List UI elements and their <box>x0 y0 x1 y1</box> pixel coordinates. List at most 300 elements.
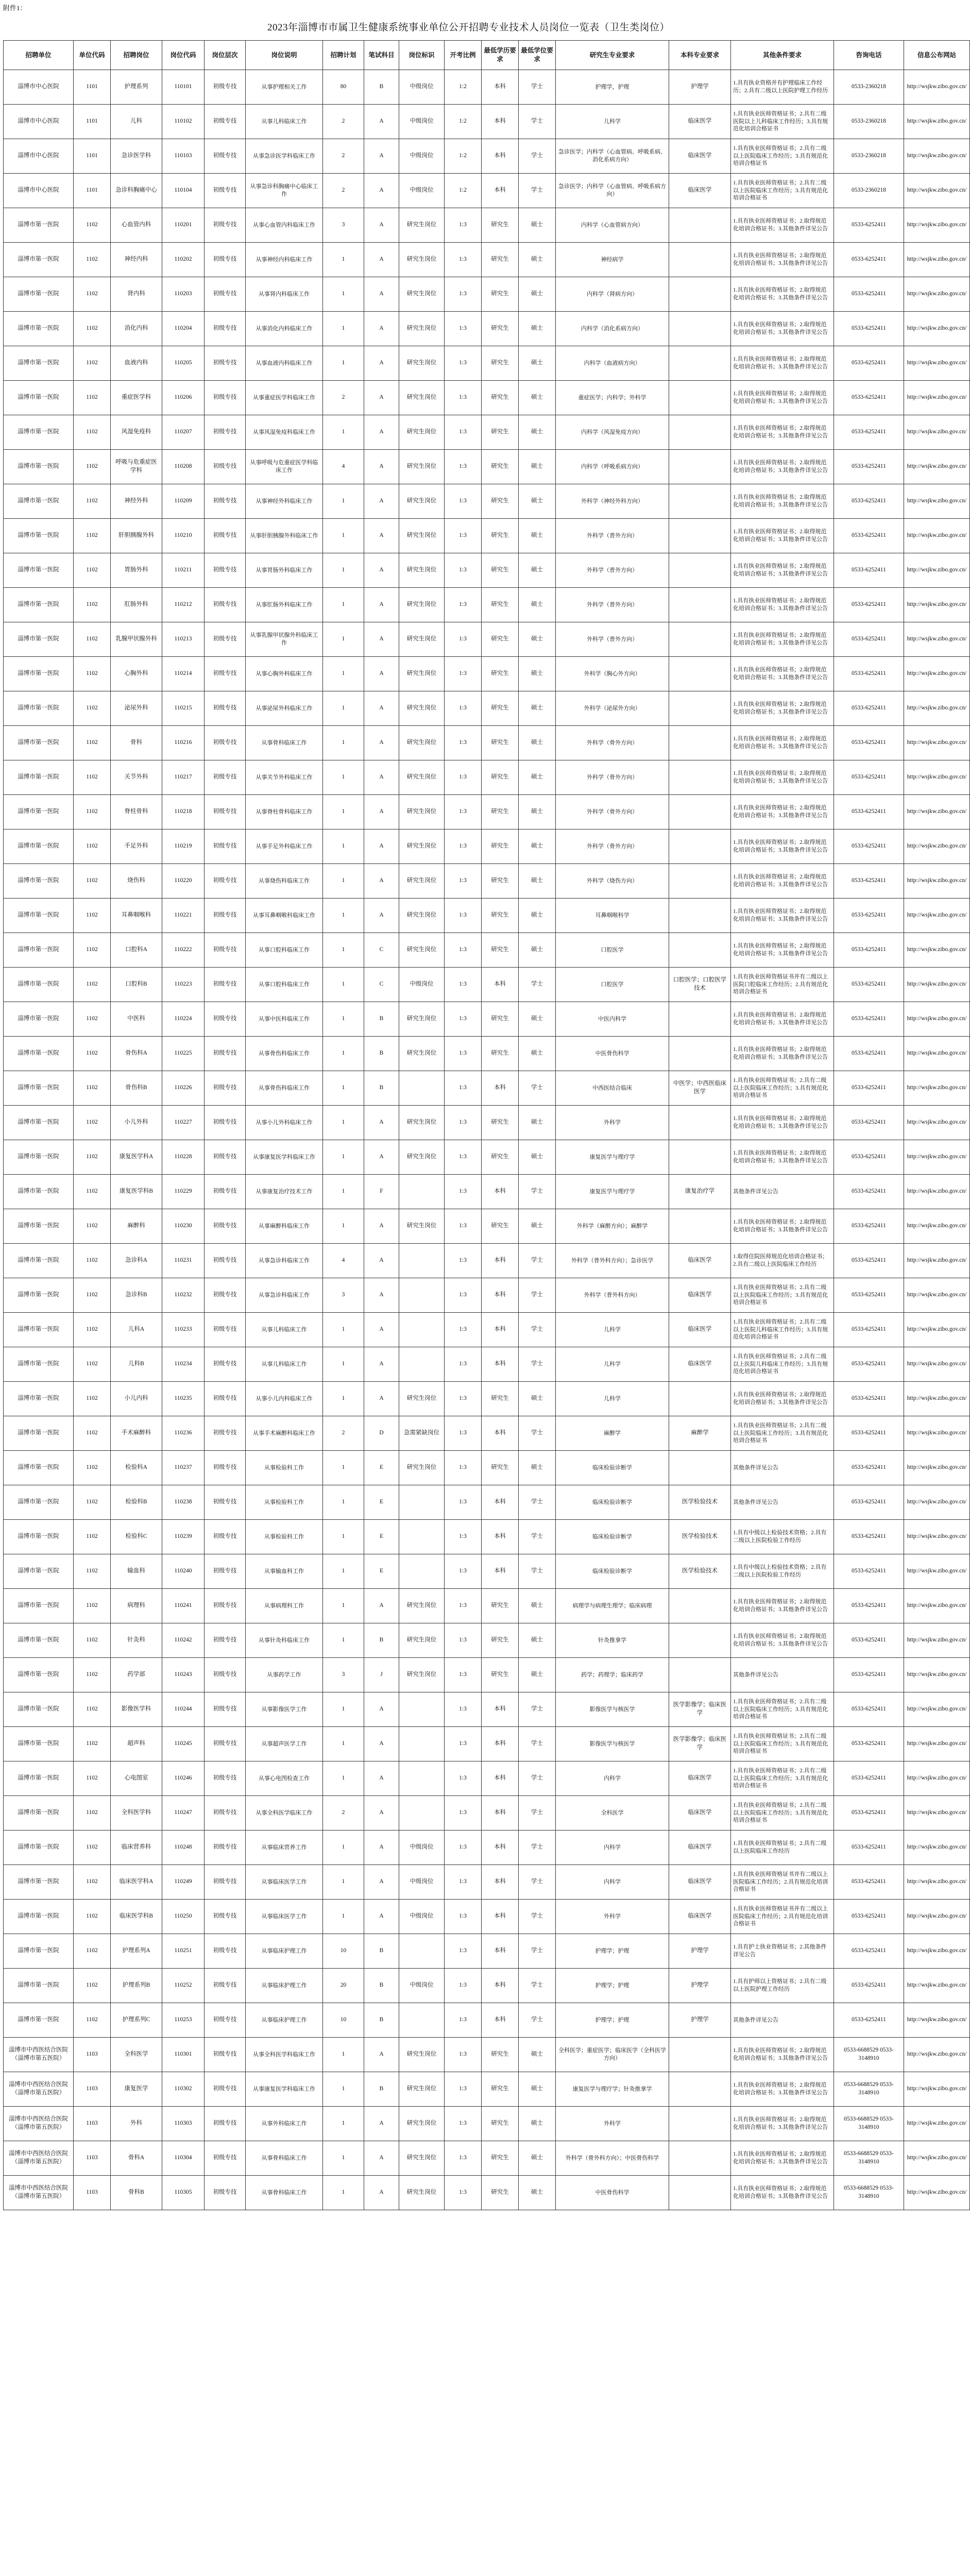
graduate-major-cell: 护理学；护理 <box>556 1934 669 1969</box>
post-description-cell: 从事急诊科临床工作 <box>246 1244 323 1278</box>
post-code-cell: 110302 <box>162 2072 205 2107</box>
other-conditions-cell: 1.具有执业医师资格证书；2.具有二级以上医院临床工作经历 <box>731 1831 834 1865</box>
info-website-cell: http://wsjkw.zibo.gov.cn/ <box>904 70 970 105</box>
unit-code-cell: 1103 <box>74 2038 111 2072</box>
column-header: 本科专业要求 <box>669 41 731 70</box>
degree-requirement-cell: 硕士 <box>519 1589 556 1623</box>
unit-code-cell: 1101 <box>74 174 111 208</box>
unit-code-cell: 1102 <box>74 1209 111 1244</box>
consult-phone-cell: 0533-6252411 <box>834 933 904 968</box>
education-requirement-cell: 本科 <box>482 1520 519 1554</box>
table-row <box>4 277 970 312</box>
undergraduate-major-cell: 护理学 <box>669 1934 731 1969</box>
info-website-cell: http://wsjkw.zibo.gov.cn/ <box>904 1244 970 1278</box>
post-code-cell: 110225 <box>162 1037 205 1071</box>
education-requirement-cell: 本科 <box>482 1761 519 1796</box>
undergraduate-major-cell: 临床医学 <box>669 1313 731 1347</box>
plan-count-cell: 2 <box>323 1416 364 1451</box>
other-conditions-cell: 1.具有执业医师资格证书；2.取得规范化培训合格证书；3.其他条件详见公告 <box>731 622 834 657</box>
exam-ratio-cell: 1:3 <box>445 1900 482 1934</box>
education-requirement-cell: 研究生 <box>482 208 519 243</box>
post-code-cell: 110240 <box>162 1554 205 1589</box>
consult-phone-cell: 0533-6252411 <box>834 1727 904 1761</box>
degree-requirement-cell: 学士 <box>519 1900 556 1934</box>
table-row <box>4 1554 970 1589</box>
plan-count-cell: 1 <box>323 2072 364 2107</box>
unit-code-cell: 1102 <box>74 1831 111 1865</box>
consult-phone-cell: 0533-2360218 <box>834 174 904 208</box>
table-row <box>4 1692 970 1727</box>
consult-phone-cell: 0533-6252411 <box>834 381 904 415</box>
plan-count-cell: 1 <box>323 1175 364 1209</box>
unit-name-cell: 淄博市第一医院 <box>4 1589 74 1623</box>
post-description-cell: 从事儿科临床工作 <box>246 105 323 139</box>
info-website-cell: http://wsjkw.zibo.gov.cn/ <box>904 1451 970 1485</box>
post-level-cell: 初级专技 <box>205 2003 246 2038</box>
unit-code-cell: 1102 <box>74 381 111 415</box>
exam-ratio-cell: 1:3 <box>445 519 482 553</box>
post-description-cell: 从事小儿外科临床工作 <box>246 1106 323 1140</box>
undergraduate-major-cell <box>669 864 731 899</box>
graduate-major-cell: 儿科学 <box>556 105 669 139</box>
exam-subject-cell: A <box>364 1140 399 1175</box>
exam-ratio-cell: 1:3 <box>445 1416 482 1451</box>
exam-subject-cell: A <box>364 1106 399 1140</box>
graduate-major-cell: 儿科学 <box>556 1382 669 1416</box>
graduate-major-cell: 外科学 <box>556 1900 669 1934</box>
plan-count-cell: 1 <box>323 1831 364 1865</box>
other-conditions-cell: 1.具有执业医师资格证书；2.具有二级以上医院临床工作经历；3.具有规范化培训合格证书 <box>731 1278 834 1313</box>
unit-code-cell: 1102 <box>74 484 111 519</box>
other-conditions-cell: 1.具有执业医师资格证书；2.取得规范化培训合格证书；3.其他条件详见公告 <box>731 1209 834 1244</box>
consult-phone-cell: 0533-6252411 <box>834 1623 904 1658</box>
unit-name-cell: 淄博市第一医院 <box>4 1244 74 1278</box>
exam-ratio-cell: 1:3 <box>445 1244 482 1278</box>
post-tag-cell: 研究生岗位 <box>399 726 445 760</box>
post-code-cell: 110213 <box>162 622 205 657</box>
undergraduate-major-cell <box>669 2107 731 2141</box>
graduate-major-cell: 影像医学与核医学 <box>556 1692 669 1727</box>
post-name-cell: 药学部 <box>111 1658 162 1692</box>
post-name-cell: 烧伤科 <box>111 864 162 899</box>
plan-count-cell: 1 <box>323 2038 364 2072</box>
post-description-cell: 从事针灸科临床工作 <box>246 1623 323 1658</box>
unit-code-cell: 1102 <box>74 622 111 657</box>
info-website-cell: http://wsjkw.zibo.gov.cn/ <box>904 139 970 174</box>
undergraduate-major-cell <box>669 899 731 933</box>
post-name-cell: 针灸科 <box>111 1623 162 1658</box>
unit-name-cell: 淄博市第一医院 <box>4 1796 74 1831</box>
plan-count-cell: 1 <box>323 1692 364 1727</box>
post-code-cell: 110227 <box>162 1106 205 1140</box>
unit-name-cell: 淄博市中西医结合医院（淄博市第五医院） <box>4 2072 74 2107</box>
exam-ratio-cell: 1:3 <box>445 1485 482 1520</box>
post-description-cell: 从事临床护理工作 <box>246 1969 323 2003</box>
unit-code-cell: 1102 <box>74 1865 111 1900</box>
table-row <box>4 1589 970 1623</box>
unit-name-cell: 淄博市第一医院 <box>4 864 74 899</box>
degree-requirement-cell: 学士 <box>519 1692 556 1727</box>
post-level-cell: 初级专技 <box>205 1347 246 1382</box>
unit-name-cell: 淄博市第一医院 <box>4 1623 74 1658</box>
post-name-cell: 外科 <box>111 2107 162 2141</box>
education-requirement-cell: 本科 <box>482 1416 519 1451</box>
education-requirement-cell: 本科 <box>482 1244 519 1278</box>
table-body <box>4 70 970 2210</box>
plan-count-cell: 1 <box>323 622 364 657</box>
degree-requirement-cell: 硕士 <box>519 1451 556 1485</box>
undergraduate-major-cell: 医学影像学；临床医学 <box>669 1727 731 1761</box>
table-row <box>4 105 970 139</box>
info-website-cell: http://wsjkw.zibo.gov.cn/ <box>904 1002 970 1037</box>
exam-subject-cell: B <box>364 1037 399 1071</box>
post-tag-cell: 中级岗位 <box>399 1969 445 2003</box>
consult-phone-cell: 0533-2360218 <box>834 139 904 174</box>
undergraduate-major-cell <box>669 657 731 691</box>
education-requirement-cell: 研究生 <box>482 2141 519 2176</box>
post-level-cell: 初级专技 <box>205 691 246 726</box>
exam-subject-cell: A <box>364 243 399 277</box>
education-requirement-cell: 研究生 <box>482 450 519 484</box>
plan-count-cell: 1 <box>323 1623 364 1658</box>
degree-requirement-cell: 学士 <box>519 1865 556 1900</box>
post-tag-cell: 研究生岗位 <box>399 1589 445 1623</box>
other-conditions-cell: 1.具有执业医师资格证书；2.取得规范化培训合格证书；3.其他条件详见公告 <box>731 760 834 795</box>
post-tag-cell: 中级岗位 <box>399 1831 445 1865</box>
plan-count-cell: 1 <box>323 588 364 622</box>
other-conditions-cell: 1.具有执业医师资格证书；2.取得规范化培训合格证书；3.其他条件详见公告 <box>731 2176 834 2210</box>
info-website-cell: http://wsjkw.zibo.gov.cn/ <box>904 1623 970 1658</box>
exam-subject-cell: A <box>364 2141 399 2176</box>
post-code-cell: 110235 <box>162 1382 205 1416</box>
post-description-cell: 从事骨科临床工作 <box>246 2176 323 2210</box>
graduate-major-cell: 外科学 <box>556 1106 669 1140</box>
table-row <box>4 795 970 829</box>
post-code-cell: 110233 <box>162 1313 205 1347</box>
exam-ratio-cell: 1:3 <box>445 1934 482 1969</box>
post-level-cell: 初级专技 <box>205 1382 246 1416</box>
exam-ratio-cell: 1:3 <box>445 243 482 277</box>
graduate-major-cell: 急诊医学；内科学（心血管病、呼吸系病方向） <box>556 174 669 208</box>
degree-requirement-cell: 硕士 <box>519 829 556 864</box>
graduate-major-cell: 全科医学；重症医学；临床医学（全科医学方向） <box>556 2038 669 2072</box>
exam-ratio-cell: 1:3 <box>445 1313 482 1347</box>
consult-phone-cell: 0533-6252411 <box>834 1520 904 1554</box>
unit-code-cell: 1102 <box>74 1244 111 1278</box>
consult-phone-cell: 0533-6688529 0533-3148910 <box>834 2038 904 2072</box>
post-tag-cell: 中级岗位 <box>399 139 445 174</box>
undergraduate-major-cell: 护理学 <box>669 2003 731 2038</box>
graduate-major-cell: 外科学（普外方向） <box>556 588 669 622</box>
info-website-cell: http://wsjkw.zibo.gov.cn/ <box>904 2176 970 2210</box>
table-row <box>4 1382 970 1416</box>
exam-ratio-cell: 1:3 <box>445 553 482 588</box>
exam-subject-cell: B <box>364 1969 399 2003</box>
exam-ratio-cell: 1:3 <box>445 899 482 933</box>
consult-phone-cell: 0533-6688529 0533-3148910 <box>834 2072 904 2107</box>
other-conditions-cell: 1.具有执业医师资格证书；2.具有二级以上医院临床工作经历；3.具有规范化培训合格证书 <box>731 1416 834 1451</box>
other-conditions-cell: 1.具有执业医师资格证书并有二级以上医院临床工作经历；2.具有规范化培训合格证书 <box>731 1900 834 1934</box>
undergraduate-major-cell <box>669 312 731 346</box>
post-level-cell: 初级专技 <box>205 70 246 105</box>
education-requirement-cell: 研究生 <box>482 1451 519 1485</box>
post-level-cell: 初级专技 <box>205 829 246 864</box>
graduate-major-cell: 康复医学与理疗学；针灸推拿学 <box>556 2072 669 2107</box>
post-code-cell: 110204 <box>162 312 205 346</box>
post-name-cell: 血液内科 <box>111 346 162 381</box>
undergraduate-major-cell <box>669 726 731 760</box>
info-website-cell: http://wsjkw.zibo.gov.cn/ <box>904 174 970 208</box>
post-tag-cell: 研究生岗位 <box>399 277 445 312</box>
graduate-major-cell: 中西医结合临床 <box>556 1071 669 1106</box>
unit-name-cell: 淄博市第一医院 <box>4 1071 74 1106</box>
exam-subject-cell: A <box>364 2176 399 2210</box>
unit-name-cell: 淄博市第一医院 <box>4 795 74 829</box>
plan-count-cell: 1 <box>323 1313 364 1347</box>
post-code-cell: 110214 <box>162 657 205 691</box>
undergraduate-major-cell: 临床医学 <box>669 1244 731 1278</box>
plan-count-cell: 1 <box>323 1485 364 1520</box>
post-code-cell: 110244 <box>162 1692 205 1727</box>
graduate-major-cell: 儿科学 <box>556 1347 669 1382</box>
unit-code-cell: 1102 <box>74 1002 111 1037</box>
exam-ratio-cell: 1:3 <box>445 1140 482 1175</box>
plan-count-cell: 1 <box>323 795 364 829</box>
info-website-cell: http://wsjkw.zibo.gov.cn/ <box>904 1969 970 2003</box>
graduate-major-cell: 中医内科学 <box>556 1002 669 1037</box>
graduate-major-cell: 外科学（普外科方向）；急诊医学 <box>556 1244 669 1278</box>
exam-ratio-cell: 1:3 <box>445 1658 482 1692</box>
post-code-cell: 110303 <box>162 2107 205 2141</box>
education-requirement-cell: 研究生 <box>482 864 519 899</box>
column-header: 岗位层次 <box>205 41 246 70</box>
graduate-major-cell: 外科学（骨外方向） <box>556 829 669 864</box>
post-code-cell: 110241 <box>162 1589 205 1623</box>
education-requirement-cell: 本科 <box>482 1692 519 1727</box>
education-requirement-cell: 研究生 <box>482 277 519 312</box>
degree-requirement-cell: 学士 <box>519 1071 556 1106</box>
post-level-cell: 初级专技 <box>205 1934 246 1969</box>
info-website-cell: http://wsjkw.zibo.gov.cn/ <box>904 484 970 519</box>
post-code-cell: 110301 <box>162 2038 205 2072</box>
graduate-major-cell: 急诊医学；内科学（心血管病、呼吸系病、消化系病方向） <box>556 139 669 174</box>
post-description-cell: 从事心电图检查工作 <box>246 1761 323 1796</box>
unit-name-cell: 淄博市第一医院 <box>4 1451 74 1485</box>
post-code-cell: 110212 <box>162 588 205 622</box>
unit-code-cell: 1102 <box>74 1589 111 1623</box>
post-code-cell: 110218 <box>162 795 205 829</box>
post-level-cell: 初级专技 <box>205 1451 246 1485</box>
plan-count-cell: 10 <box>323 1934 364 1969</box>
post-description-cell: 从事病理科工作 <box>246 1589 323 1623</box>
info-website-cell: http://wsjkw.zibo.gov.cn/ <box>904 1761 970 1796</box>
info-website-cell: http://wsjkw.zibo.gov.cn/ <box>904 1865 970 1900</box>
degree-requirement-cell: 硕士 <box>519 1106 556 1140</box>
post-name-cell: 泌尿外科 <box>111 691 162 726</box>
unit-name-cell: 淄博市第一医院 <box>4 933 74 968</box>
info-website-cell: http://wsjkw.zibo.gov.cn/ <box>904 933 970 968</box>
unit-name-cell: 淄博市第一医院 <box>4 1278 74 1313</box>
post-tag-cell: 研究生岗位 <box>399 2107 445 2141</box>
info-website-cell: http://wsjkw.zibo.gov.cn/ <box>904 1175 970 1209</box>
undergraduate-major-cell <box>669 2141 731 2176</box>
consult-phone-cell: 0533-6252411 <box>834 1140 904 1175</box>
post-description-cell: 从事骨科临床工作 <box>246 2141 323 2176</box>
post-level-cell: 初级专技 <box>205 2107 246 2141</box>
post-tag-cell: 中级岗位 <box>399 1900 445 1934</box>
consult-phone-cell: 0533-6252411 <box>834 760 904 795</box>
exam-ratio-cell: 1:3 <box>445 1623 482 1658</box>
post-name-cell: 全科医学 <box>111 2038 162 2072</box>
table-row <box>4 726 970 760</box>
post-name-cell: 耳鼻咽喉科 <box>111 899 162 933</box>
other-conditions-cell: 1.具有执业医师资格证书；2.取得规范化培训合格证书；3.其他条件详见公告 <box>731 829 834 864</box>
post-tag-cell <box>399 1520 445 1554</box>
degree-requirement-cell: 学士 <box>519 1175 556 1209</box>
undergraduate-major-cell <box>669 933 731 968</box>
unit-name-cell: 淄博市第一医院 <box>4 1520 74 1554</box>
unit-name-cell: 淄博市第一医院 <box>4 346 74 381</box>
post-tag-cell: 中级岗位 <box>399 174 445 208</box>
post-level-cell: 初级专技 <box>205 933 246 968</box>
unit-name-cell: 淄博市第一医院 <box>4 899 74 933</box>
unit-name-cell: 淄博市第一医院 <box>4 1209 74 1244</box>
plan-count-cell: 1 <box>323 899 364 933</box>
unit-name-cell: 淄博市第一医院 <box>4 381 74 415</box>
other-conditions-cell: 1.具有执业医师资格证书；2.取得规范化培训合格证书；3.其他条件详见公告 <box>731 415 834 450</box>
table-row <box>4 1485 970 1520</box>
post-level-cell: 初级专技 <box>205 1416 246 1451</box>
education-requirement-cell: 本科 <box>482 1934 519 1969</box>
exam-subject-cell: A <box>364 312 399 346</box>
graduate-major-cell: 内科学（血液病方向） <box>556 346 669 381</box>
post-name-cell: 检验科A <box>111 1451 162 1485</box>
degree-requirement-cell: 硕士 <box>519 277 556 312</box>
post-tag-cell: 研究生岗位 <box>399 657 445 691</box>
post-name-cell: 临床营养科 <box>111 1831 162 1865</box>
post-description-cell: 从事骨伤科临床工作 <box>246 1071 323 1106</box>
post-code-cell: 110248 <box>162 1831 205 1865</box>
graduate-major-cell: 外科学（神经外科方向） <box>556 484 669 519</box>
undergraduate-major-cell <box>669 2072 731 2107</box>
education-requirement-cell: 研究生 <box>482 622 519 657</box>
other-conditions-cell: 1.具有执业医师资格证书；2.具有二级以上医院儿科临床工作经历；3.具有规范化培训合格证书 <box>731 1313 834 1347</box>
unit-code-cell: 1102 <box>74 450 111 484</box>
post-code-cell: 110210 <box>162 519 205 553</box>
exam-ratio-cell: 1:3 <box>445 657 482 691</box>
info-website-cell: http://wsjkw.zibo.gov.cn/ <box>904 2072 970 2107</box>
post-tag-cell <box>399 1313 445 1347</box>
exam-ratio-cell: 1:3 <box>445 277 482 312</box>
consult-phone-cell: 0533-6252411 <box>834 1796 904 1831</box>
other-conditions-cell: 1.具有执业医师资格证书；2.取得规范化培训合格证书；3.其他条件详见公告 <box>731 2038 834 2072</box>
unit-name-cell: 淄博市第一医院 <box>4 657 74 691</box>
exam-subject-cell: A <box>364 2038 399 2072</box>
post-description-cell: 从事胃肠外科临床工作 <box>246 553 323 588</box>
unit-code-cell: 1102 <box>74 1278 111 1313</box>
table-row <box>4 1831 970 1865</box>
undergraduate-major-cell <box>669 484 731 519</box>
consult-phone-cell: 0533-6252411 <box>834 1934 904 1969</box>
table-row <box>4 657 970 691</box>
info-website-cell: http://wsjkw.zibo.gov.cn/ <box>904 1589 970 1623</box>
post-level-cell: 初级专技 <box>205 622 246 657</box>
graduate-major-cell: 外科学（骨外方向） <box>556 795 669 829</box>
post-tag-cell: 研究生岗位 <box>399 2038 445 2072</box>
post-name-cell: 肾内科 <box>111 277 162 312</box>
post-tag-cell <box>399 1727 445 1761</box>
education-requirement-cell: 本科 <box>482 105 519 139</box>
post-code-cell: 110243 <box>162 1658 205 1692</box>
exam-subject-cell: A <box>364 484 399 519</box>
unit-code-cell: 1102 <box>74 243 111 277</box>
undergraduate-major-cell <box>669 1209 731 1244</box>
post-level-cell: 初级专技 <box>205 1520 246 1554</box>
post-code-cell: 110209 <box>162 484 205 519</box>
plan-count-cell: 80 <box>323 70 364 105</box>
unit-code-cell: 1102 <box>74 208 111 243</box>
other-conditions-cell: 1.具有执业医师资格证书；2.取得规范化培训合格证书；3.其他条件详见公告 <box>731 1106 834 1140</box>
unit-name-cell: 淄博市第一医院 <box>4 1485 74 1520</box>
exam-subject-cell: C <box>364 933 399 968</box>
undergraduate-major-cell <box>669 1382 731 1416</box>
post-tag-cell: 研究生岗位 <box>399 1209 445 1244</box>
unit-code-cell: 1102 <box>74 1900 111 1934</box>
table-row <box>4 691 970 726</box>
consult-phone-cell: 0533-6252411 <box>834 1416 904 1451</box>
degree-requirement-cell: 硕士 <box>519 450 556 484</box>
exam-subject-cell: A <box>364 1831 399 1865</box>
education-requirement-cell: 本科 <box>482 1071 519 1106</box>
unit-name-cell: 淄博市中心医院 <box>4 139 74 174</box>
info-website-cell: http://wsjkw.zibo.gov.cn/ <box>904 1831 970 1865</box>
unit-code-cell: 1102 <box>74 657 111 691</box>
post-code-cell: 110207 <box>162 415 205 450</box>
post-description-cell: 从事肛肠外科临床工作 <box>246 588 323 622</box>
other-conditions-cell: 1.具有执业医师资格证书；2.取得规范化培训合格证书；3.其他条件详见公告 <box>731 2072 834 2107</box>
info-website-cell: http://wsjkw.zibo.gov.cn/ <box>904 208 970 243</box>
post-tag-cell <box>399 1554 445 1589</box>
post-name-cell: 儿科B <box>111 1347 162 1382</box>
plan-count-cell: 4 <box>323 1244 364 1278</box>
undergraduate-major-cell <box>669 588 731 622</box>
post-code-cell: 110234 <box>162 1347 205 1382</box>
post-description-cell: 从事手足外科临床工作 <box>246 829 323 864</box>
table-row <box>4 1175 970 1209</box>
exam-ratio-cell: 1:3 <box>445 2072 482 2107</box>
exam-ratio-cell: 1:3 <box>445 1865 482 1900</box>
graduate-major-cell: 全科医学 <box>556 1796 669 1831</box>
other-conditions-cell: 1.具有执业医师资格证书；2.取得规范化培训合格证书；3.其他条件详见公告 <box>731 864 834 899</box>
consult-phone-cell: 0533-6252411 <box>834 795 904 829</box>
unit-name-cell: 淄博市第一医院 <box>4 968 74 1002</box>
exam-subject-cell: A <box>364 1796 399 1831</box>
graduate-major-cell: 病理学与病理生理学；临床病理 <box>556 1589 669 1623</box>
table-row <box>4 1106 970 1140</box>
undergraduate-major-cell: 口腔医学；口腔医学技术 <box>669 968 731 1002</box>
graduate-major-cell: 外科学（普外科方向） <box>556 1278 669 1313</box>
post-description-cell: 从事手术麻醉科临床工作 <box>246 1416 323 1451</box>
unit-name-cell: 淄博市第一医院 <box>4 1831 74 1865</box>
table-row <box>4 1140 970 1175</box>
post-code-cell: 110232 <box>162 1278 205 1313</box>
undergraduate-major-cell <box>669 1658 731 1692</box>
unit-code-cell: 1102 <box>74 1313 111 1347</box>
consult-phone-cell: 0533-6252411 <box>834 2003 904 2038</box>
consult-phone-cell: 0533-6252411 <box>834 519 904 553</box>
undergraduate-major-cell <box>669 760 731 795</box>
consult-phone-cell: 0533-6252411 <box>834 415 904 450</box>
